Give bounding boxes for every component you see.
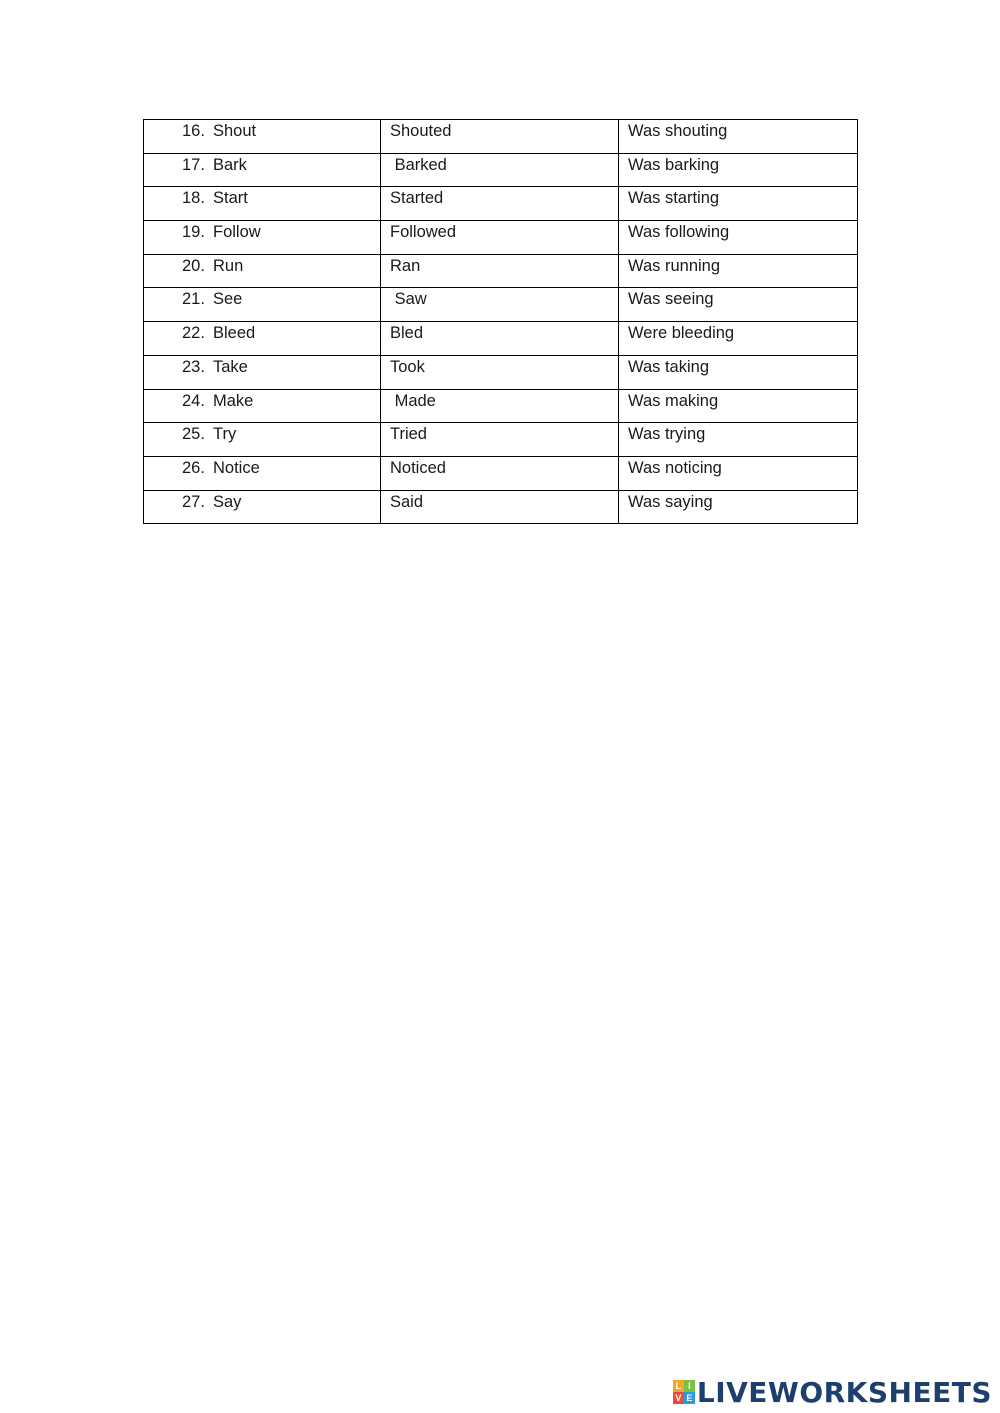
base-verb-cell xyxy=(144,288,381,322)
past-simple: Noticed xyxy=(390,458,446,477)
past-simple-cell xyxy=(381,456,619,490)
row-number: 22. xyxy=(182,324,205,343)
past-continuous: Was taking xyxy=(628,357,710,376)
base-verb-cell xyxy=(144,490,381,524)
row-number: 16. xyxy=(182,122,205,140)
base-verb-cell xyxy=(144,355,381,389)
past-simple: Bled xyxy=(390,324,424,343)
base-verb-cell xyxy=(144,254,381,288)
past-simple: Said xyxy=(390,492,424,511)
table-row xyxy=(144,288,858,322)
past-continuous-cell xyxy=(619,288,858,322)
table-row xyxy=(144,355,858,389)
row-number: 21. xyxy=(182,290,205,309)
past-continuous: Were bleeding xyxy=(628,324,735,343)
base-verb-cell xyxy=(144,120,381,154)
past-continuous: Was making xyxy=(628,391,719,410)
past-continuous: Was noticing xyxy=(628,458,722,477)
logo-mark-letter: E xyxy=(684,1392,695,1404)
table-row xyxy=(144,389,858,423)
past-simple-cell xyxy=(381,120,619,154)
base-verb-cell xyxy=(144,423,381,457)
base-verb: Take xyxy=(213,357,248,376)
row-number: 17. xyxy=(182,155,205,174)
past-simple: Tried xyxy=(390,425,427,444)
base-verb-cell xyxy=(144,153,381,187)
base-verb: Make xyxy=(213,391,254,410)
past-simple: Followed xyxy=(390,223,457,242)
past-simple: Shouted xyxy=(390,122,452,140)
row-number: 25. xyxy=(182,425,205,444)
past-simple-cell xyxy=(381,221,619,255)
past-continuous: Was running xyxy=(628,256,721,275)
logo-mark-icon xyxy=(673,1380,695,1404)
base-verb: Shout xyxy=(213,122,257,140)
past-continuous: Was trying xyxy=(628,425,706,444)
row-number: 23. xyxy=(182,357,205,376)
logo-mark-letter: V xyxy=(673,1392,684,1404)
table-row xyxy=(144,322,858,356)
past-continuous-cell xyxy=(619,355,858,389)
table-row xyxy=(144,423,858,457)
past-continuous-cell xyxy=(619,322,858,356)
table-row xyxy=(144,187,858,221)
table-row xyxy=(144,153,858,187)
table-row xyxy=(144,120,858,154)
past-simple-cell xyxy=(381,423,619,457)
row-number: 27. xyxy=(182,492,205,511)
liveworksheets-logo xyxy=(673,1375,992,1409)
table-row xyxy=(144,456,858,490)
past-simple: Saw xyxy=(390,290,427,309)
base-verb: Bleed xyxy=(213,324,256,343)
row-number: 18. xyxy=(182,189,205,208)
past-continuous: Was starting xyxy=(628,189,720,208)
past-continuous-cell xyxy=(619,254,858,288)
past-continuous-cell xyxy=(619,456,858,490)
base-verb: Follow xyxy=(213,223,261,242)
base-verb: Bark xyxy=(213,155,247,174)
past-continuous: Was shouting xyxy=(628,122,728,140)
past-continuous-cell xyxy=(619,423,858,457)
base-verb-cell xyxy=(144,187,381,221)
base-verb: Start xyxy=(213,189,248,208)
past-continuous-cell xyxy=(619,153,858,187)
past-continuous-cell xyxy=(619,490,858,524)
past-simple-cell xyxy=(381,288,619,322)
past-simple: Made xyxy=(390,391,436,410)
base-verb: Try xyxy=(213,425,237,444)
past-simple-cell xyxy=(381,389,619,423)
row-number: 24. xyxy=(182,391,205,410)
base-verb-cell xyxy=(144,322,381,356)
past-continuous-cell xyxy=(619,187,858,221)
past-continuous: Was following xyxy=(628,223,730,242)
logo-mark-letter: L xyxy=(673,1380,684,1392)
past-simple-cell xyxy=(381,153,619,187)
past-continuous-cell xyxy=(619,221,858,255)
base-verb: Say xyxy=(213,492,242,511)
logo-text: LIVEWORKSHEETS xyxy=(696,1375,992,1409)
base-verb-cell xyxy=(144,389,381,423)
verb-tense-table xyxy=(143,119,858,524)
past-simple: Started xyxy=(390,189,444,208)
past-simple: Took xyxy=(390,357,425,376)
table-row xyxy=(144,490,858,524)
past-continuous: Was saying xyxy=(628,492,713,511)
past-continuous-cell xyxy=(619,120,858,154)
past-continuous: Was seeing xyxy=(628,290,714,309)
past-simple-cell xyxy=(381,254,619,288)
past-simple-cell xyxy=(381,322,619,356)
past-continuous: Was barking xyxy=(628,155,720,174)
row-number: 19. xyxy=(182,223,205,242)
past-continuous-cell xyxy=(619,389,858,423)
table-row xyxy=(144,254,858,288)
past-simple: Ran xyxy=(390,256,421,275)
base-verb-cell xyxy=(144,456,381,490)
base-verb: Run xyxy=(213,256,244,275)
row-number: 26. xyxy=(182,458,205,477)
table-row xyxy=(144,221,858,255)
base-verb: See xyxy=(213,290,243,309)
past-simple-cell xyxy=(381,187,619,221)
past-simple-cell xyxy=(381,355,619,389)
logo-mark-letter: I xyxy=(684,1380,695,1392)
base-verb-cell xyxy=(144,221,381,255)
base-verb: Notice xyxy=(213,458,260,477)
past-simple: Barked xyxy=(390,155,447,174)
row-number: 20. xyxy=(182,256,205,275)
past-simple-cell xyxy=(381,490,619,524)
